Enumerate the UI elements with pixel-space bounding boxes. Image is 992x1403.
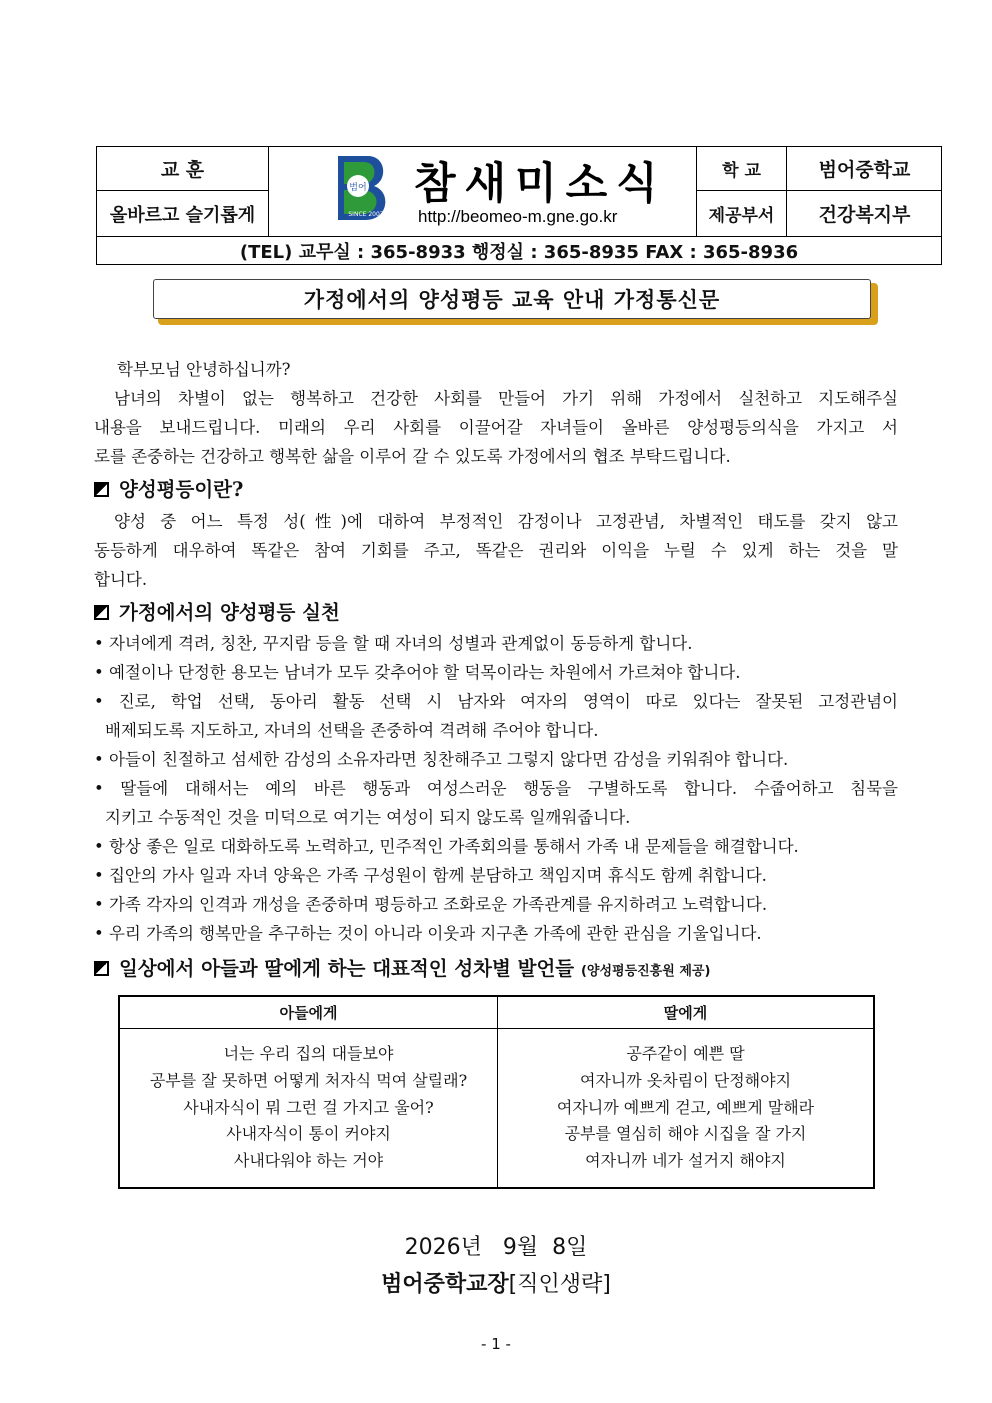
motto-label: 교 훈 (160, 159, 205, 181)
definition-line: 양성 중 어느 특정 성(性)에 대하여 부정적인 감정이나 고정관념, 차별적인 태도를 갖지 않고 (114, 512, 898, 531)
remark-item: 여자니까 네가 설거지 해야지 (585, 1151, 786, 1171)
remark-item: 사내다워야 하는 거야 (233, 1151, 384, 1171)
remark-item: 여자니까 옷차림이 단정해야지 (579, 1070, 792, 1090)
dept-label: 제공부서 (708, 206, 775, 226)
practice-item-cont: 배제되도록 지도하고, 자녀의 선택을 존중하여 격려해 주어야 합니다. (105, 721, 599, 740)
contact-line: (TEL) 교무실 : 365-8933 행정실 : 365-8935 FAX : 365-8936 (239, 241, 799, 263)
column-header-sons: 아들에게 (279, 1004, 338, 1022)
issue-date: 2026년 9월 8일 (404, 1235, 588, 1260)
practice-item-cont: 지키고 수동적인 것을 미덕으로 여기는 여성이 되지 않도록 일깨워줍니다. (105, 808, 631, 827)
greeting: 학부모님 안녕하십니까? (117, 360, 291, 379)
signer-name: 범어중학교장 (381, 1272, 509, 1297)
newsletter-title: 참새미소식 (414, 159, 667, 209)
svg-text:범어: 범어 (349, 183, 367, 193)
school-label: 학 교 (722, 161, 761, 181)
column-header-daughters: 딸에게 (663, 1004, 708, 1022)
source-note: (양성평등진흥원 제공) (580, 964, 711, 979)
practice-item: • 집안의 가사 일과 자녀 양육은 가족 구성원이 함께 분담하고 책임지며 휴식도 함께 취합니다. (94, 866, 767, 885)
remark-item: 공주같이 예쁜 딸 (626, 1044, 745, 1063)
intro-line: 내용을 보내드립니다. 미래의 우리 사회를 이끌어갈 자녀들이 올바른 양성평등의식을 가지고 서 (94, 418, 898, 437)
practice-item: • 자녀에게 격려, 칭찬, 꾸지람 등을 할 때 자녀의 성별과 관계없이 동등하게 합니다. (94, 634, 693, 653)
signer (0, 1267, 992, 1298)
seal-note: [직인생략] (508, 1272, 611, 1297)
section-heading-remarks: 일상에서 아들과 딸에게 하는 대표적인 성차별 발언들 (양성평등진흥원 제공) (94, 953, 710, 981)
intro-line: 로를 존중하는 건강하고 행복한 삶을 이루어 갈 수 있도록 가정에서의 협조 부탁드립니다. (94, 447, 731, 466)
remark-item: 공부를 열심히 해야 시집을 잘 가지 (564, 1124, 807, 1144)
remark-item: 사내자식이 뭐 그런 걸 가지고 울어? (183, 1097, 434, 1117)
daughters-remarks (498, 1041, 873, 1175)
page-number: - 1 - (481, 1335, 511, 1353)
heading-square-icon (94, 961, 109, 976)
remark-item: 사내자식이 통이 커야지 (226, 1124, 391, 1144)
practice-item: • 진로, 학업 선택, 동아리 활동 선택 시 남자와 여자의 영역이 따로 있다는 잘못된 고정관념이 (94, 692, 898, 711)
sons-remarks (120, 1041, 497, 1175)
svg-text:SINCE 2007: SINCE 2007 (348, 211, 384, 218)
remarks-table (118, 995, 875, 1189)
motto: 올바르고 슬기롭게 (109, 204, 256, 226)
practice-item: • 예절이나 단정한 용모는 남녀가 모두 갖추어야 할 덕목이라는 차원에서 가르쳐야 합니다. (94, 663, 741, 682)
remark-item: 공부를 잘 못하면 어떻게 처자식 먹여 살릴래? (149, 1070, 468, 1090)
practice-item: • 아들이 친절하고 섬세한 감성의 소유자라면 칭찬해주고 그렇지 않다면 감성을 키워줘야 합니다. (94, 750, 789, 769)
document-title: 가정에서의 양성평등 교육 안내 가정통신문 (153, 279, 871, 319)
section-heading-practice: 가정에서의 양성평등 실천 (94, 597, 340, 625)
practice-item: • 딸들에 대해서는 예의 바른 행동과 여성스러운 행동을 구별하도록 합니다. 수줍어하고 침묵을 (94, 779, 898, 798)
heading-square-icon (94, 482, 109, 497)
definition-line: 합니다. (94, 570, 148, 589)
school-name: 범어중학교 (818, 159, 911, 181)
heading-square-icon (94, 605, 109, 620)
remark-item: 여자니까 예쁘게 걷고, 예쁘게 말해라 (556, 1097, 815, 1117)
practice-item: • 우리 가족의 행복만을 추구하는 것이 아니라 이웃과 지구촌 가족에 관한 관심을 기울입니다. (94, 924, 762, 943)
remark-item: 너는 우리 집의 대들보야 (223, 1044, 394, 1063)
section-heading-definition: 양성평등이란? (94, 474, 243, 502)
practice-item: • 항상 좋은 일로 대화하도록 노력하고, 민주적인 가족회의를 통해서 가족 내 문제들을 해결합니다. (94, 837, 799, 856)
dept-name: 건강복지부 (818, 204, 911, 226)
intro-line: 남녀의 차별이 없는 행복하고 건강한 사회를 만들어 가기 위해 가정에서 실천하고 지도해주실 (114, 389, 898, 408)
definition-line: 동등하게 대우하여 똑같은 참여 기회를 주고, 똑같은 권리와 이익을 누릴 수 있게 하는 것을 말 (94, 541, 898, 560)
school-url[interactable]: http://beomeo-m.gne.go.kr (418, 207, 618, 226)
school-logo (330, 150, 396, 224)
practice-item: • 가족 각자의 인격과 개성을 존중하며 평등하고 조화로운 가족관계를 유지하려고 노력합니다. (94, 895, 768, 914)
